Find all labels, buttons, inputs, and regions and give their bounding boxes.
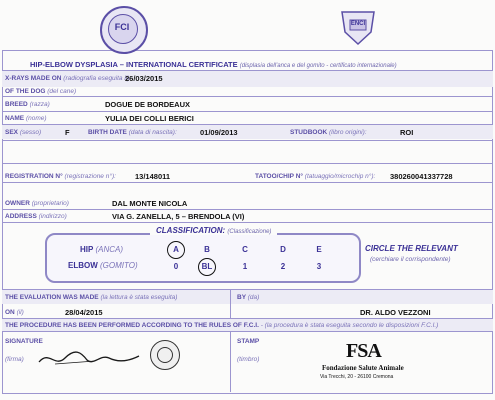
fsa-address: Via Trecchi, 20 - 26100 Cremona — [320, 374, 394, 380]
procedure-text: THE PROCEDURE HAS BEEN PERFORMED ACCORDING TO THE RULES OF F.C.I. - (la procedura è stata eseguita secondo le disposizioni F.C.I.) — [5, 322, 439, 329]
hip-grade-c: C — [242, 245, 248, 254]
address-value: VIA G. ZANELLA, 5 – BRENDOLA (VI) — [112, 212, 245, 221]
xrays-date: 26/03/2015 — [125, 74, 163, 83]
signature-label: SIGNATURE — [5, 338, 43, 345]
evaluation-label: THE EVALUATION WAS MADE (la lettura è stata eseguita) — [5, 294, 178, 301]
hip-grade-d: D — [280, 245, 286, 254]
address-label: ADDRESS (indirizzo) — [5, 213, 67, 220]
on-label: ON (il) — [5, 309, 24, 316]
circle-relevant-italian: (cerchiare il corrispondente) — [370, 256, 451, 263]
hip-selected-circle — [167, 241, 185, 259]
fsa-logo: FSA — [346, 340, 381, 362]
breed-value: DOGUE DE BORDEAUX — [105, 100, 191, 109]
birth-label: BIRTH DATE (data di nascita): — [88, 129, 177, 136]
registration-value: 13/148011 — [135, 172, 171, 181]
elbow-grade-0: 0 — [173, 262, 179, 271]
hip-grade-b: B — [204, 245, 210, 254]
elbow-grade-bl: BL — [201, 262, 213, 271]
classification-title: CLASSIFICATION: (Classificazione) — [150, 226, 277, 235]
name-label: NAME (nome) — [5, 115, 47, 122]
birth-value: 01/09/2013 — [200, 128, 238, 137]
fsa-name: Fondazione Salute Animale — [322, 364, 404, 372]
circle-relevant-label: CIRCLE THE RELEVANT — [365, 244, 458, 253]
of-dog-label: OF THE DOG (del cane) — [5, 88, 77, 95]
studbook-value: ROI — [400, 128, 414, 137]
breed-label: BREED (razza) — [5, 101, 50, 108]
vertical-divider — [230, 290, 231, 318]
elbow-grade-2: 2 — [280, 262, 286, 271]
vet-stamp-seal — [150, 340, 180, 370]
registration-label: REGISTRATION N° (registrazione n°): — [5, 173, 116, 180]
studbook-label: STUDBOOK (libro origini): — [290, 129, 367, 136]
certificate-title — [30, 60, 397, 69]
hip-label: HIP (ANCA) — [80, 245, 123, 254]
xrays-label: X-RAYS MADE ON (radiografia eseguita il): — [5, 75, 132, 82]
owner-label: OWNER (proprietario) — [5, 200, 69, 207]
elbow-grade-1: 1 — [242, 262, 248, 271]
fci-logo — [100, 6, 148, 54]
stamp-label: STAMP — [237, 338, 260, 345]
evaluator-name: DR. ALDO VEZZONI — [360, 308, 431, 317]
title-italian: (displasia dell'anca e del gomito - certificato internazionale) — [239, 63, 397, 69]
elbow-selected-circle — [198, 258, 216, 276]
evaluation-date: 28/04/2015 — [65, 308, 103, 317]
sex-value: F — [65, 128, 70, 137]
fsa-stamp — [310, 340, 430, 392]
chip-value: 380260041337728 — [390, 172, 453, 181]
owner-value: DAL MONTE NICOLA — [112, 199, 188, 208]
hip-grade-e: E — [316, 245, 322, 254]
sex-label: SEX (sesso) — [5, 129, 42, 136]
enci-logo — [338, 6, 378, 46]
footer-divider — [230, 332, 231, 392]
hip-grade-a: A — [173, 245, 179, 254]
by-label: BY (da) — [237, 294, 260, 301]
enci-logo-text: ENCI — [350, 21, 366, 27]
fci-logo-text: FCI — [114, 22, 130, 32]
signature-scribble — [35, 346, 145, 370]
chip-label: TATOO/CHIP N° (tatuaggio/microchip n°): — [255, 173, 376, 180]
title-text: HIP-ELBOW DYSPLASIA – INTERNATIONAL CERTIFICATE — [30, 60, 238, 69]
dog-name-value: YULIA DEI COLLI BERICI — [105, 114, 194, 123]
stamp-italian: (timbro) — [237, 356, 260, 363]
elbow-grade-3: 3 — [316, 262, 322, 271]
signature-italian: (firma) — [5, 356, 24, 363]
elbow-label: ELBOW (GOMITO) — [68, 261, 138, 270]
